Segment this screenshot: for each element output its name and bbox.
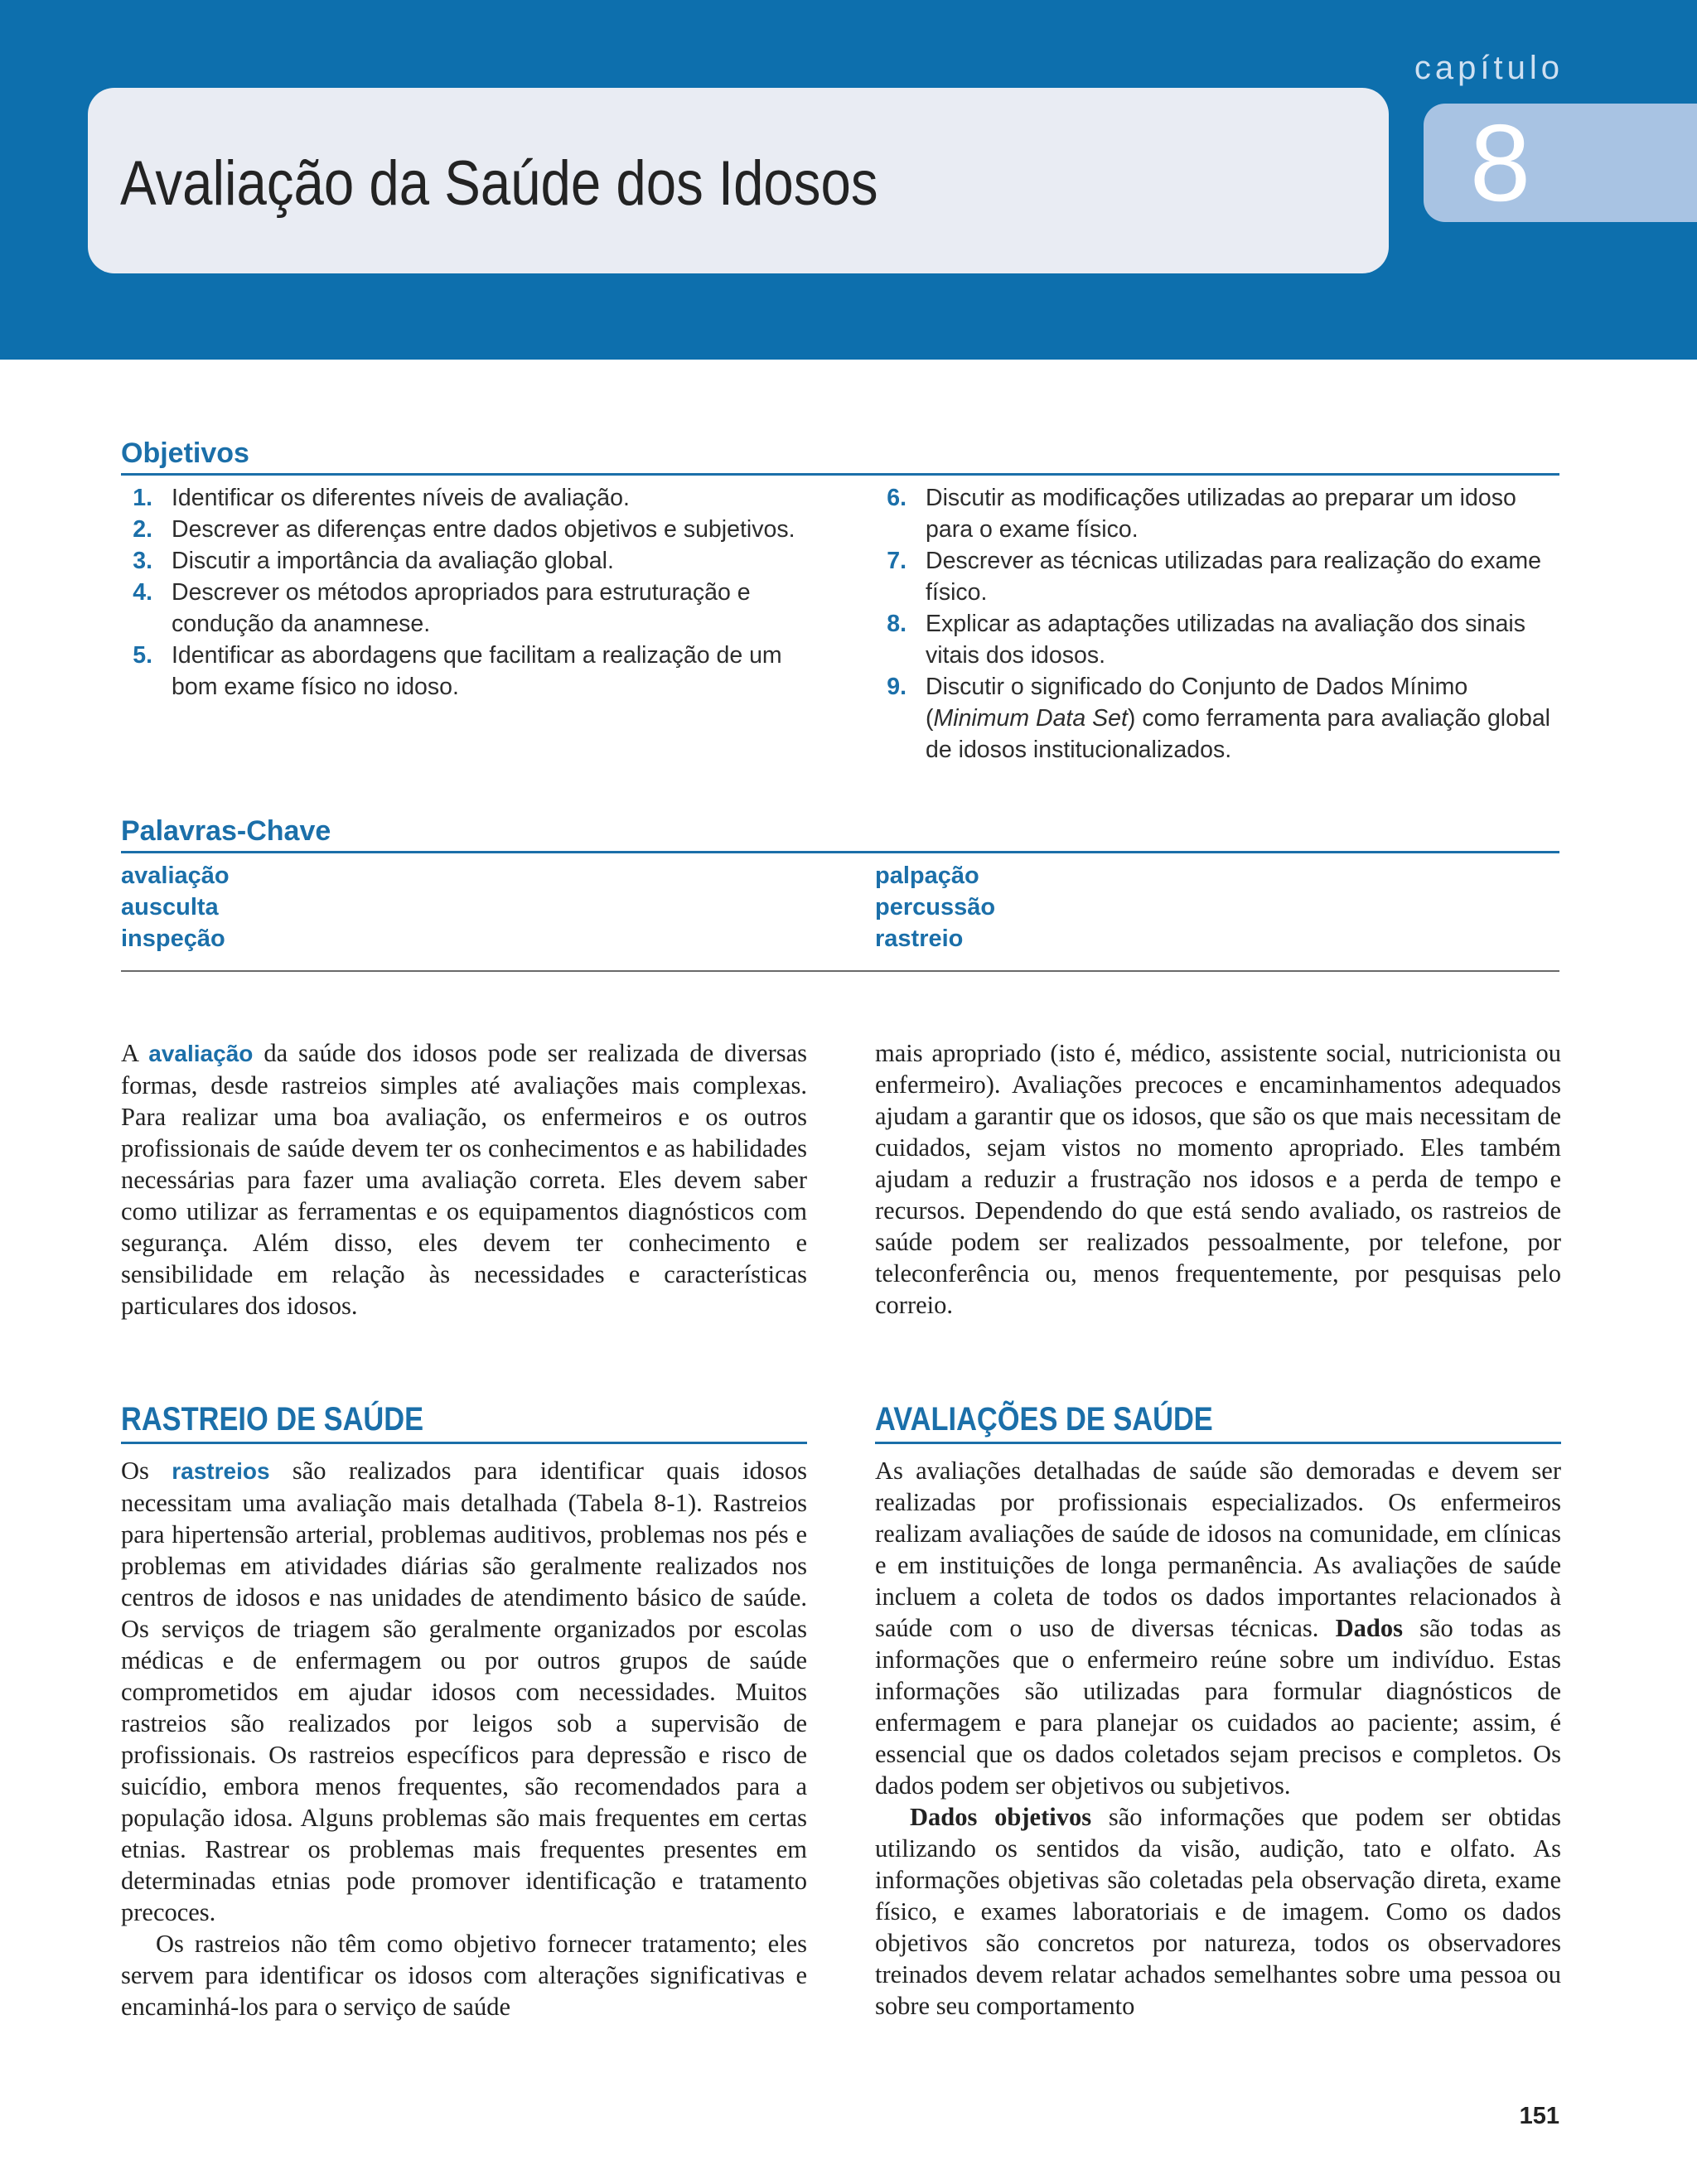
objective-text: Descrever as diferenças entre dados objetivos e subjetivos. (172, 516, 795, 543)
objective-number: 1. (133, 485, 152, 511)
objective-number: 4. (133, 579, 152, 606)
objective-item (875, 545, 1559, 608)
objective-item (121, 545, 800, 577)
objectives-list-right (875, 482, 1559, 766)
avaliacoes-body (875, 1455, 1561, 2022)
objective-italic-term: Minimum Data Set (933, 705, 1128, 732)
keywords-divider (121, 970, 1559, 972)
objective-item (875, 671, 1559, 766)
bold-term: Dados (1335, 1614, 1403, 1642)
intro-column-right (875, 1037, 1561, 1321)
objective-item (121, 577, 800, 640)
objective-number: 2. (133, 516, 152, 543)
chapter-number-tab (1424, 104, 1697, 222)
objective-text: Identificar as abordagens que facilitam a realização de um bom exame físico no idoso. (172, 642, 782, 700)
section-heading-rastreio: RASTREIO DE SAÚDE (121, 1399, 807, 1444)
keywords-heading: Palavras-Chave (121, 813, 1559, 853)
keyword-item: avaliação (121, 862, 230, 889)
keyword-item: palpação (875, 862, 979, 889)
objective-text: Identificar os diferentes níveis de avaliação. (172, 485, 630, 511)
objective-text: Descrever os métodos apropriados para estruturação e condução da anamnese. (172, 579, 751, 637)
bold-term: Dados objetivos (910, 1803, 1092, 1831)
objective-text: Explicar as adaptações utilizadas na avaliação dos sinais vitais dos idosos. (926, 611, 1526, 669)
objective-number: 7. (887, 548, 907, 574)
keyword-item: ausculta (121, 894, 219, 920)
avaliacoes-paragraph: As avaliações detalhadas de saúde são demoradas e devem ser realizadas por profissionais especializados. Os enfermeiros realizam avaliações de saúde de idosos na comunidade, em clínicas e em instituições de longa permanência. As avaliações de saúde incluem a coleta de todos os dados importantes relacionados à saúde com o uso de diversas técnicas. Dados são todas as informações que o enfermeiro reúne sobre um indivíduo. Estas informações são utilizadas para formular diagnósticos de enfermagem e para planejar os cuidados ao paciente; assim, é essencial que os dados coletados sejam precisos e completos. Os dados podem ser objetivos ou subjetivos. (875, 1457, 1561, 1800)
objectives-heading: Objetivos (121, 435, 1559, 476)
chapter-header-band (0, 0, 1697, 360)
chapter-label: capítulo (1414, 50, 1564, 86)
objective-text: Descrever as técnicas utilizadas para realização do exame físico. (926, 548, 1541, 606)
objective-item (121, 482, 800, 514)
keyword-item: inspeção (121, 925, 225, 952)
intro-paragraph-continued: mais apropriado (isto é, médico, assistente social, nutricionista ou enfermeiro). Avaliações precoces e encaminhamentos adequados ajudam a garantir que os idosos, que são os que mais necessitam de cuidados, sejam vistos no momento apropriado. Eles também ajudam a reduzir a frustração nos idosos e a perda de tempo e recursos. Dependendo do que está sendo avaliado, os rastreios de saúde podem ser realizados pessoalmente, por telefone, por teleconferência ou, menos frequentemente, por pesquisas pelo correio. (875, 1039, 1561, 1319)
rastreio-body (121, 1455, 807, 2022)
rastreio-paragraph: Os rastreios não têm como objetivo fornecer tratamento; eles servem para identificar os idosos com alterações significativas e encaminhá-los para o serviço de saúde (121, 1930, 807, 2021)
keyword-item: percussão (875, 894, 996, 920)
objective-text: Discutir o significado do Conjunto de Dados Mínimo (Minimum Data Set) como ferramenta para avaliação global de idosos institucionalizados. (926, 674, 1551, 763)
intro-paragraph: A avaliação da saúde dos idosos pode ser realizada de diversas formas, desde rastreios simples até avaliações mais complexas. Para realizar uma boa avaliação, os enfermeiros e os outros profissionais de saúde devem ter os conhecimentos e as habilidades necessárias para fazer uma avaliação correta. Eles devem saber como utilizar as ferramentas e os equipamentos diagnósticos com segurança. Além disso, eles devem ter conhecimento e sensibilidade em relação às necessidades e características particulares dos idosos. (121, 1039, 808, 1320)
objective-number: 5. (133, 642, 152, 669)
keyword-item: rastreio (875, 925, 964, 952)
intro-column-left (121, 1037, 807, 1322)
keywords-list-right (875, 860, 1559, 954)
rastreio-paragraph: Os rastreios são realizados para identificar quais idosos necessitam uma avaliação mais detalhada (Tabela 8-1). Rastreios para hipertensão arterial, problemas auditivos, problemas nos pés e problemas em atividades diárias são geralmente realizados nos centros de idosos e nas unidades de atendimento básico de saúde. Os serviços de triagem são geralmente organizados por escolas médicas e de enfermagem ou por outros grupos de saúde comprometidos em ajudar idosos com necessidades. Muitos rastreios são realizados por leigos sob a supervisão de profissionais. Os rastreios específicos para depressão e risco de suicídio, embora menos frequentes, são recomendados para a população idosa. Alguns problemas são mais frequentes em certas etnias. Rastrear os problemas mais frequentes presentes em determinadas etnias pode promover identificação e tratamento precoces. (121, 1457, 807, 1926)
keywords-list-left (121, 860, 784, 954)
section-heading-avaliacoes: AVALIAÇÕES DE SAÚDE (875, 1399, 1561, 1444)
page-number: 151 (1519, 2103, 1559, 2129)
objective-number: 9. (887, 674, 907, 700)
objective-item (875, 482, 1559, 545)
chapter-title: Avaliação da Saúde dos Idosos (120, 148, 878, 219)
objective-text: Discutir a importância da avaliação global. (172, 548, 614, 574)
objective-item (121, 640, 800, 703)
objective-number: 3. (133, 548, 152, 574)
objective-number: 8. (887, 611, 907, 637)
keyword-highlight: avaliação (148, 1041, 254, 1066)
objective-text: Discutir as modificações utilizadas ao preparar um idoso para o exame físico. (926, 485, 1516, 543)
objective-item (875, 608, 1559, 671)
objective-item (121, 514, 800, 545)
avaliacoes-paragraph: Dados objetivos são informações que podem ser obtidas utilizando os sentidos da visão, audição, tato e olfato. As informações objetivas são coletadas pela observação direta, exame físico, e exames laboratoriais e de imagem. Como os dados objetivos são concretos por natureza, todos os observadores treinados devem relatar achados semelhantes sobre uma pessoa ou sobre seu comportamento (875, 1803, 1562, 2020)
objectives-list-left (121, 482, 800, 703)
keyword-highlight: rastreios (172, 1458, 270, 1484)
objective-number: 6. (887, 485, 907, 511)
chapter-number: 8 (1469, 102, 1531, 224)
